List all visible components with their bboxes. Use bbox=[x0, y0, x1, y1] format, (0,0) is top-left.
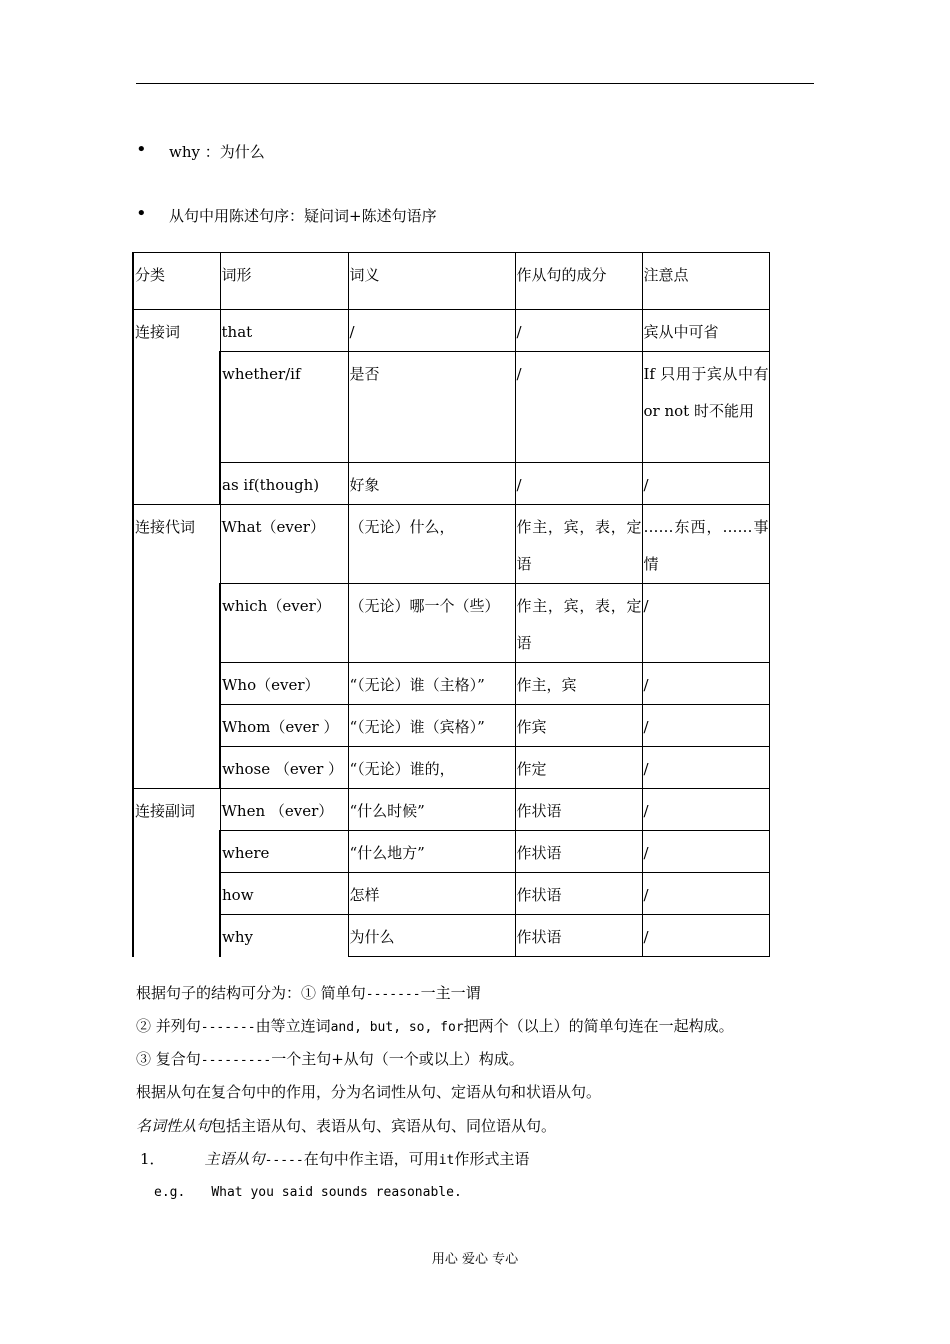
table-cell: / bbox=[642, 584, 769, 663]
paragraph-simple-sentence bbox=[136, 983, 481, 1005]
table-row bbox=[133, 831, 769, 873]
table-row bbox=[133, 789, 769, 831]
table-row bbox=[133, 584, 769, 663]
dash-run: ------- bbox=[200, 1020, 256, 1035]
text-run: 把两个（以上）的简单句连在一起构成。 bbox=[463, 1017, 734, 1035]
text-run: 由等立连词 bbox=[255, 1017, 331, 1035]
table-cell: / bbox=[515, 352, 642, 463]
table-cell: Who（ever） bbox=[220, 663, 348, 705]
table-cell: 怎样 bbox=[348, 873, 515, 915]
text-run: 在句中作主语，可用 bbox=[303, 1150, 439, 1168]
list-number: 1． bbox=[140, 1150, 165, 1168]
table-cell: 作定 bbox=[515, 747, 642, 789]
header-cell: 注意点 bbox=[642, 253, 769, 310]
table-cell: 作主，宾，表，定语 bbox=[515, 505, 642, 584]
category-cell: 连接副词 bbox=[133, 789, 220, 957]
table-cell: “（无论）谁（宾格）” bbox=[348, 705, 515, 747]
table-cell: （无论）哪一个（些） bbox=[348, 584, 515, 663]
table-cell: 为什么 bbox=[348, 915, 515, 957]
table-cell: If 只用于宾从中有 or not 时不能用 bbox=[642, 352, 769, 463]
table-cell: 作宾 bbox=[515, 705, 642, 747]
table-cell: / bbox=[642, 663, 769, 705]
table-row bbox=[133, 747, 769, 789]
table-row bbox=[133, 873, 769, 915]
italic-term: 主语从句 bbox=[204, 1150, 265, 1168]
table-row bbox=[133, 310, 769, 352]
paragraph-clause-types: 根据从句在复合句中的作用，分为名词性从句、定语从句和状语从句。 bbox=[136, 1083, 602, 1101]
code-run: and, but, so, for bbox=[330, 1020, 464, 1035]
text-run: 根据句子的结构可分为：① 简单句 bbox=[136, 984, 366, 1002]
table-cell: ……东西，……事情 bbox=[642, 505, 769, 584]
table-cell: / bbox=[642, 915, 769, 957]
table-cell: 作主，宾 bbox=[515, 663, 642, 705]
text-run: 作形式主语 bbox=[454, 1150, 530, 1168]
table-cell: whose （ever ） bbox=[220, 747, 348, 789]
table-row bbox=[133, 663, 769, 705]
table-cell: 作主，宾，表，定语 bbox=[515, 584, 642, 663]
page-footer: 用心 爱心 专心 bbox=[431, 1252, 519, 1267]
table-row bbox=[133, 352, 769, 463]
header-cell: 作从句的成分 bbox=[515, 253, 642, 310]
table-cell: Whom（ever ） bbox=[220, 705, 348, 747]
table-cell: 作状语 bbox=[515, 873, 642, 915]
text-run: 一个主句+从句（一个或以上）构成。 bbox=[271, 1050, 524, 1068]
table-cell: / bbox=[642, 831, 769, 873]
example-sentence bbox=[154, 1183, 462, 1203]
table-cell: “（无论）谁的， bbox=[348, 747, 515, 789]
paragraph-compound-sentence bbox=[136, 1016, 734, 1038]
table-cell: “（无论）谁（主格）” bbox=[348, 663, 515, 705]
table-cell: 作状语 bbox=[515, 915, 642, 957]
table-cell: / bbox=[348, 310, 515, 352]
table-cell: / bbox=[642, 463, 769, 505]
bullet-text: 从句中用陈述句序：疑问词+陈述句语序 bbox=[169, 207, 437, 225]
table-row bbox=[133, 463, 769, 505]
table-cell: / bbox=[515, 463, 642, 505]
table-cell: / bbox=[642, 789, 769, 831]
header-rule bbox=[136, 83, 814, 84]
table-cell: whether/if bbox=[220, 352, 348, 463]
table-cell: as if(though) bbox=[220, 463, 348, 505]
code-run: it bbox=[438, 1153, 455, 1168]
table-cell: “什么地方” bbox=[348, 831, 515, 873]
table-cell: （无论）什么， bbox=[348, 505, 515, 584]
category-cell: 连接代词 bbox=[133, 505, 220, 789]
table-row bbox=[133, 915, 769, 957]
table-cell: / bbox=[642, 873, 769, 915]
text-run: 包括主语从句、表语从句、宾语从句、同位语从句。 bbox=[211, 1117, 557, 1135]
table-cell: where bbox=[220, 831, 348, 873]
table-cell: 好象 bbox=[348, 463, 515, 505]
header-cell: 分类 bbox=[133, 253, 220, 310]
table-cell: 作状语 bbox=[515, 831, 642, 873]
conjunction-table bbox=[132, 252, 770, 957]
table-header-row bbox=[133, 253, 769, 310]
table-cell: that bbox=[220, 310, 348, 352]
text-run: ③ 复合句 bbox=[136, 1050, 201, 1068]
paragraph-noun-clauses bbox=[136, 1116, 556, 1136]
table-cell: / bbox=[515, 310, 642, 352]
paragraph-complex-sentence bbox=[136, 1049, 524, 1071]
header-cell: 词义 bbox=[348, 253, 515, 310]
bullet-text: why ：为什么 bbox=[169, 143, 265, 161]
table-row bbox=[133, 505, 769, 584]
table-cell: What（ever） bbox=[220, 505, 348, 584]
table-cell: which（ever） bbox=[220, 584, 348, 663]
table-cell: 是否 bbox=[348, 352, 515, 463]
italic-term: 名词性从句 bbox=[136, 1117, 212, 1135]
table-cell: how bbox=[220, 873, 348, 915]
example-text: What you said sounds reasonable. bbox=[211, 1185, 462, 1200]
header-cell: 词形 bbox=[220, 253, 348, 310]
table-cell: 作状语 bbox=[515, 789, 642, 831]
text-run: ② 并列句 bbox=[136, 1017, 201, 1035]
bullet-dot-icon: • bbox=[136, 203, 147, 224]
table-cell: why bbox=[220, 915, 348, 957]
dash-run: ------- bbox=[365, 987, 421, 1002]
example-label: e.g. bbox=[154, 1185, 186, 1200]
table-row bbox=[133, 705, 769, 747]
text-run: 一主一谓 bbox=[420, 984, 481, 1002]
table-cell: When （ever） bbox=[220, 789, 348, 831]
table-cell: “什么时候” bbox=[348, 789, 515, 831]
dash-run: --------- bbox=[200, 1053, 272, 1068]
table-cell: 宾从中可省 bbox=[642, 310, 769, 352]
bullet-dot-icon: • bbox=[136, 139, 147, 160]
dash-run: ----- bbox=[264, 1153, 304, 1168]
table-cell: / bbox=[642, 705, 769, 747]
paragraph-subject-clause bbox=[140, 1149, 529, 1171]
table-cell: / bbox=[642, 747, 769, 789]
category-cell: 连接词 bbox=[133, 310, 220, 505]
